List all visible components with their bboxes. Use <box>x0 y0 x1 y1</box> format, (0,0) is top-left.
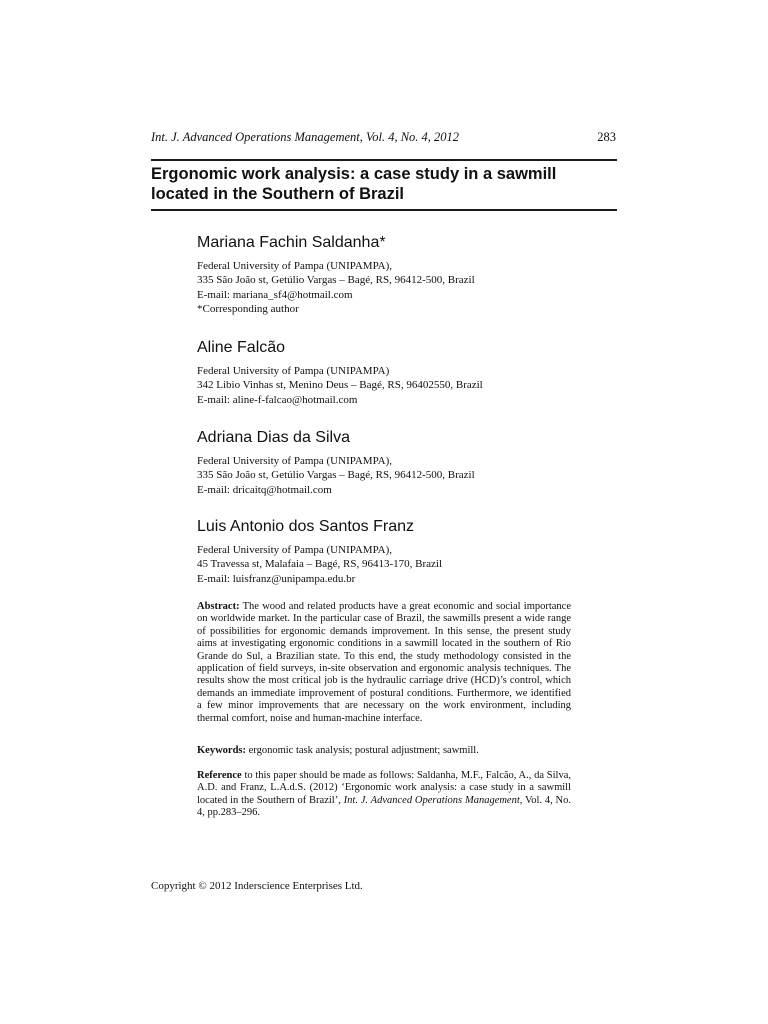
author-name: Luis Antonio dos Santos Franz <box>197 518 415 535</box>
reference-text: to this paper should be made as follows: Saldanha, M.F., Falcão, A., da Silva, A.D. and Franz, L.A.d.S. (2012) ‘Ergonomic work analysis: a case study in a sawmill located in the Southern of Brazil’, <box>197 770 572 806</box>
keywords <box>197 745 571 757</box>
email-line: E-mail: aline-f-falcao@hotmail.com <box>197 393 358 406</box>
keywords-label: Keywords: <box>197 745 246 756</box>
title-rule-bottom <box>151 209 617 211</box>
affiliation-line: Federal University of Pampa (UNIPAMPA), <box>197 455 393 467</box>
abstract-text: The wood and related products have a great economic and social importance on worldwide market. In the particular case of Brazil, the sawmills present a wide range of possibilities for ergonomic demands improvement. In this sense, the present study aims at investigating ergonomic conditions in a sawmill located in the southern of Rio Grande do Sul, a Brazilian state. To this end, the study methodology consisted in the application of field surveys, in-site observation and ergonomic analysis techniques. The results show the most critical job is the hydraulic carriage drive (HCD)’s control, which demands an immediate improvement of postural conditions. Furthermore, we identified a few minor improvements that are necessary on the work environment, including thermal comfort, noise and human-machine interface. <box>197 601 572 724</box>
paper-title-line-2: located in the Southern of Brazil <box>151 185 405 203</box>
author-name: Mariana Fachin Saldanha* <box>197 234 386 251</box>
corresponding-note: *Corresponding author <box>197 302 299 315</box>
paper-title <box>151 164 617 204</box>
copyright-notice: Copyright © 2012 Inderscience Enterprises Ltd. <box>151 880 363 892</box>
email-line: E-mail: mariana_sf4@hotmail.com <box>197 288 353 301</box>
affiliation-line: Federal University of Pampa (UNIPAMPA), <box>197 260 393 272</box>
author-block-3 <box>197 428 617 497</box>
author-name: Aline Falcão <box>197 339 286 356</box>
author-block-4 <box>197 517 617 586</box>
affiliation-line: Federal University of Pampa (UNIPAMPA), <box>197 544 393 556</box>
reference-note <box>197 770 571 820</box>
address-line: 335 São João st, Getúlio Vargas – Bagé, RS, 96412-500, Brazil <box>197 469 475 482</box>
address-line: 45 Travessa st, Malafaia – Bagé, RS, 96413-170, Brazil <box>197 558 443 571</box>
running-head <box>151 130 616 148</box>
author-block-2 <box>197 338 617 407</box>
email-line: E-mail: luisfranz@unipampa.edu.br <box>197 572 356 585</box>
title-rule-top <box>151 159 617 161</box>
address-line: 342 Libio Vinhas st, Menino Deus – Bagé, RS, 96402550, Brazil <box>197 379 483 392</box>
reference-journal: Int. J. Advanced Operations Management <box>343 794 520 806</box>
reference-details: , Vol. 4, No. 4, pp.283–296. <box>197 794 571 819</box>
author-name: Adriana Dias da Silva <box>197 429 350 446</box>
page-number: 283 <box>597 130 616 144</box>
journal-citation: Int. J. Advanced Operations Management, Vol. 4, No. 4, 2012 <box>151 130 460 144</box>
paper-title-line-1: Ergonomic work analysis: a case study in a sawmill <box>151 165 557 183</box>
abstract <box>197 601 571 725</box>
address-line: 335 São João st, Getúlio Vargas – Bagé, RS, 96412-500, Brazil <box>197 274 475 287</box>
abstract-label: Abstract: <box>197 601 240 612</box>
keywords-text: ergonomic task analysis; postural adjustment; sawmill. <box>248 745 479 756</box>
author-block-1 <box>197 233 617 316</box>
email-line: E-mail: dricaitq@hotmail.com <box>197 483 332 496</box>
affiliation-line: Federal University of Pampa (UNIPAMPA) <box>197 365 390 377</box>
reference-label: Reference <box>197 770 242 781</box>
